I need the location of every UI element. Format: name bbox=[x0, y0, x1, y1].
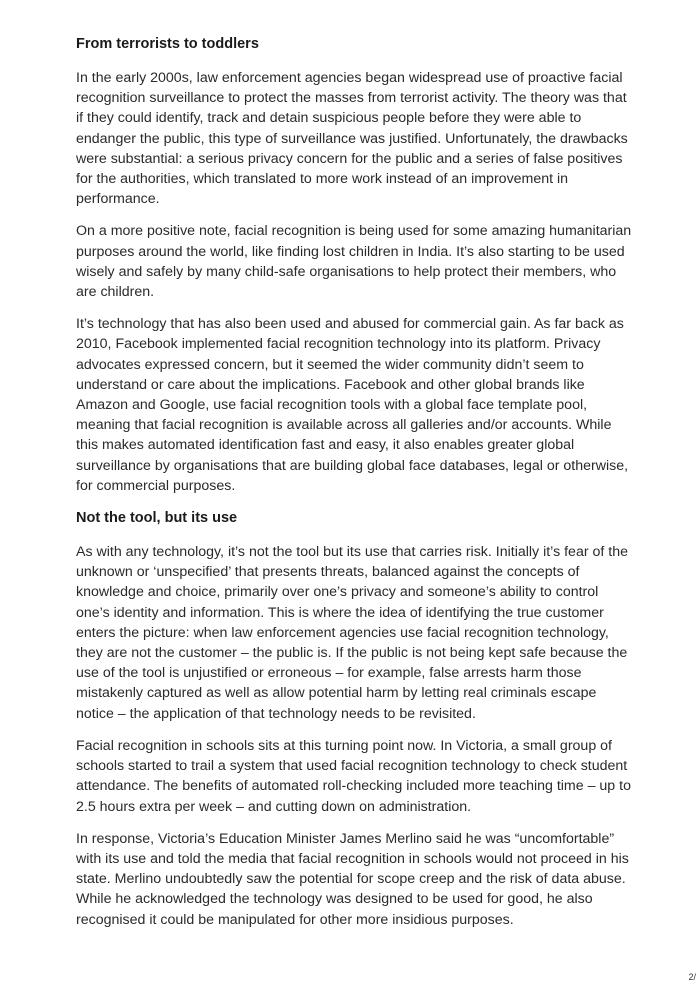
page-number: 2/ bbox=[688, 972, 696, 982]
paragraph: In response, Victoria’s Education Minister James Merlino said he was “uncomfortable” with its use and told the media that facial recognition in schools would not proceed in his state. Merlino undoubtedly saw the potential for scope creep and the risk of data abuse. While he acknowledged the technology was designed to be used for good, he also recognised it could be manipulated for other more insidious purposes. bbox=[76, 830, 629, 928]
paragraph: In the early 2000s, law enforcement agencies began widespread use of proactive facial recognition surveillance to protect the masses from terrorist activity. The theory was that if they could identify, track and detain suspicious people before they were able to endanger the public, this type of surveillance was justified. Unfortunately, the drawbacks were substantial: a serious privacy concern for the public and a series of false positives for the authorities, which translated to more work instead of an improvement in performance. bbox=[76, 70, 628, 208]
paragraph: On a more positive note, facial recognition is being used for some amazing humanitarian purposes around the world, like finding lost children in India. It’s also starting to be used wisely and safely by many child-safe organisations to help protect their members, who are children. bbox=[76, 223, 632, 301]
document-page bbox=[76, 34, 632, 942]
paragraph: It’s technology that has also been used and abused for commercial gain. As far back as 2010, Facebook implemented facial recognition technology into its platform. Privacy advocates expressed concern, but it seemed the wider community didn’t seem to understand or care about the implications. Facebook and other global brands like Amazon and Google, use facial recognition tools with a global face template pool, meaning that facial recognition is available across all galleries and/or accounts. While this makes automated identification fast and easy, it also enables greater global surveillance by organisations that are building global face databases, legal or otherwise, for commercial purposes. bbox=[76, 316, 629, 494]
section-heading-not-the-tool: Not the tool, but its use bbox=[76, 510, 238, 527]
paragraph: As with any technology, it’s not the tool but its use that carries risk. Initially it’s fear of the unknown or ‘unspecified’ that presents threats, balanced against the concepts of knowledge and choice, primarily over one’s privacy and someone’s ability to control one’s identity and information. This is where the idea of identifying the true customer enters the picture: when law enforcement agencies use facial recognition technology, they are not the customer – the public is. If the public is not being kept safe because the use of the tool is unjustified or erroneous – for example, false arrests harm those mistakenly captured as well as allow potential harm by letting real criminals escape notice – the application of that technology needs to be revisited. bbox=[76, 544, 629, 722]
section-heading-terrorists-to-toddlers: From terrorists to toddlers bbox=[76, 36, 259, 52]
paragraph: Facial recognition in schools sits at this turning point now. In Victoria, a small group of schools started to trail a system that used facial recognition technology to check student attendance. The benefits of automated roll-checking included more teaching time – up to 2.5 hours extra per week – and cutting down on administration. bbox=[76, 737, 631, 815]
